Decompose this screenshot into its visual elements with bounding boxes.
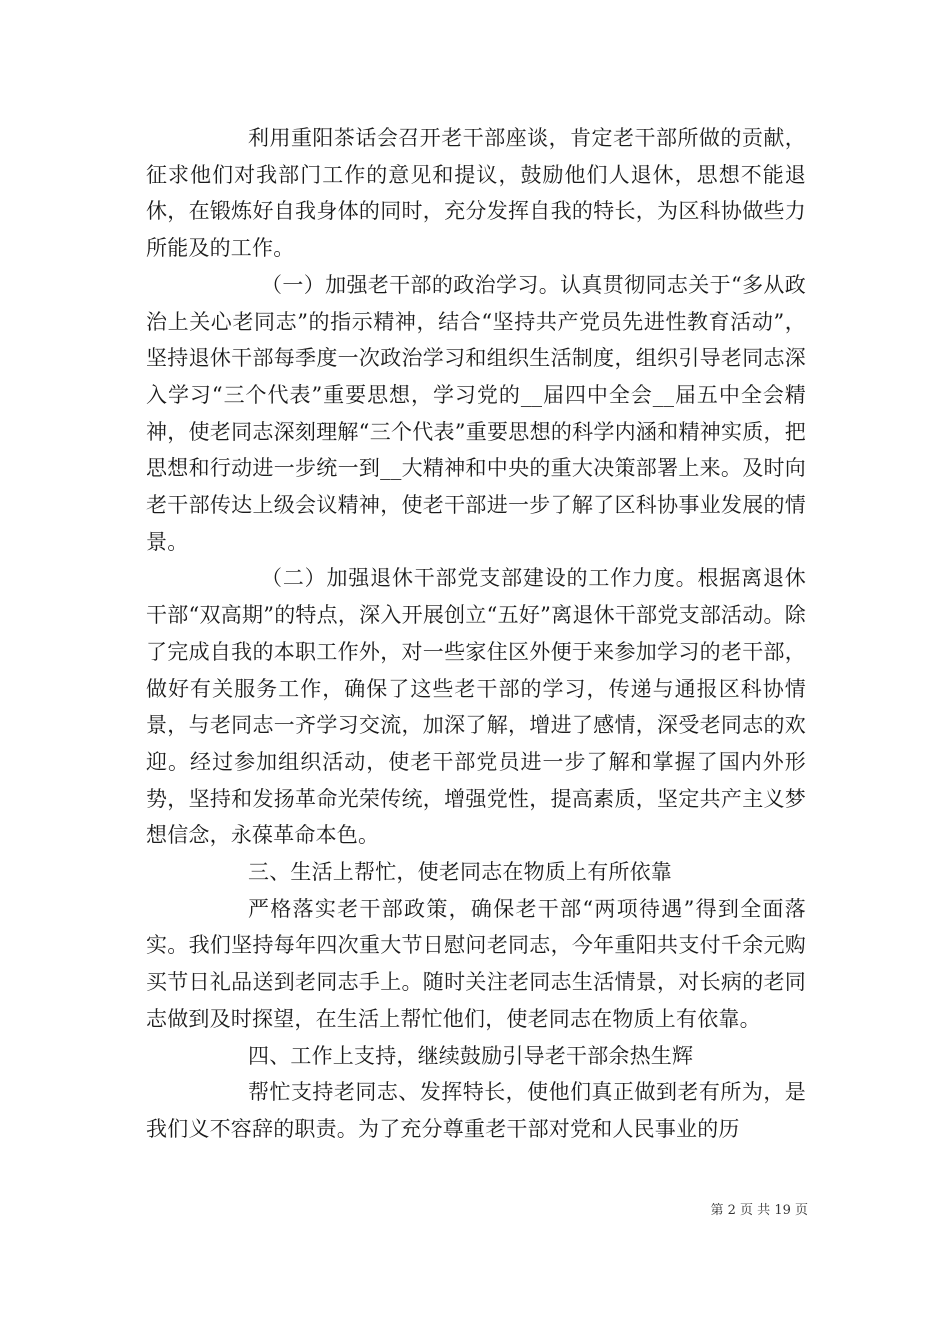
section-heading-life-support: 三、生活上帮忙，使老同志在物质上有所依靠 xyxy=(248,860,672,885)
paragraph-help-support: 帮忙支持老同志、发挥特长，使他们真正做到老有所为，是我们义不容辞的职责。为了充分尊重老干部对党和人民事业的历 xyxy=(146,1080,806,1141)
document-body xyxy=(146,120,806,1148)
page-number: 第 2 页 共 19 页 xyxy=(710,1203,808,1218)
paragraph-party-branch: （二）加强退休干部党支部建设的工作力度。根据离退休干部“双高期”的特点，深入开展创立“五好”离退休干部党支部活动。除了完成自我的本职工作外，对一些家住区外便于来参加学习的老干部，做好有关服务工作，确保了这些老干部的学习，传递与通报区科协情景，与老同志一齐学习交流，加深了解，增进了感情，深受老同志的欢迎。经过参加组织活动，使老干部党员进一步了解和掌握了国内外形势，坚持和发扬革命光荣传统，增强党性，提高素质，坚定共产主义梦想信念，永葆革命本色。 xyxy=(146,566,806,848)
paragraph-political-study: （一）加强老干部的政治学习。认真贯彻同志关于“多从政治上关心老同志”的指示精神，结合“坚持共产党员先进性教育活动”，坚持退休干部每季度一次政治学习和组织生活制度，组织引导老同志深入学习“三个代表”重要思想，学习党的__届四中全会__届五中全会精神，使老同志深刻理解“三个代表”重要思想的科学内涵和精神实质，把思想和行动进一步统一到__大精神和中央的重大决策部署上来。及时向老干部传达上级会议精神，使老干部进一步了解了区科协事业发展的情景。 xyxy=(146,272,806,554)
section-heading-work-support: 四、工作上支持，继续鼓励引导老干部余热生辉 xyxy=(248,1043,694,1068)
paragraph-policy-implementation: 严格落实老干部政策，确保老干部“两项待遇”得到全面落实。我们坚持每年四次重大节日慰问老同志，今年重阳共支付千余元购买节日礼品送到老同志手上。随时关注老同志生活情景，对长病的老同志做到及时探望，在生活上帮忙他们，使老同志在物质上有依靠。 xyxy=(146,896,806,1031)
paragraph-tea-party: 利用重阳茶话会召开老干部座谈，肯定老干部所做的贡献，征求他们对我部门工作的意见和提议，鼓励他们人退休，思想不能退休，在锻炼好自我身体的同时，充分发挥自我的特长，为区科协做些力所能及的工作。 xyxy=(146,126,806,261)
